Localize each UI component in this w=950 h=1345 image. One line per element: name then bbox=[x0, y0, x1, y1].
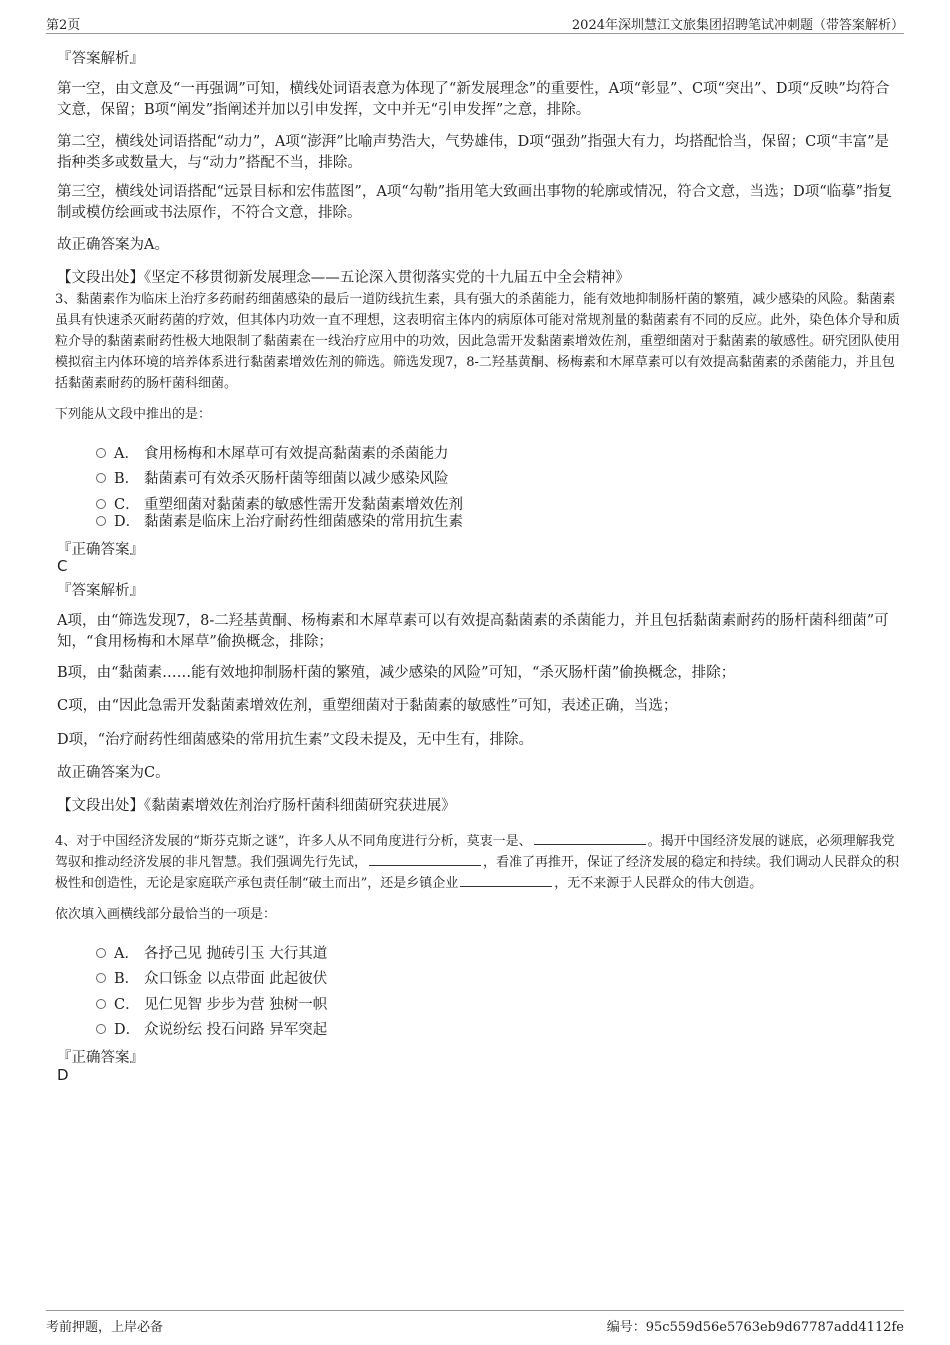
q2-analysis-label: 『答案解析』 bbox=[57, 51, 144, 67]
radio-icon[interactable] bbox=[96, 999, 106, 1009]
option-text: 见仁见智 步步为营 独树一帜 bbox=[144, 997, 328, 1013]
option-letter: D． bbox=[114, 514, 141, 530]
page-number: 第2页 bbox=[46, 18, 81, 33]
option-text: 众口铄金 以点带面 此起彼伏 bbox=[144, 971, 328, 987]
q4-stem-part-2: 。揭开中国经济发展的谜底，必须理解我党驾驭和推动经济发展的非凡智慧。我们强调先行先试， bbox=[55, 834, 895, 870]
radio-icon[interactable] bbox=[96, 1024, 106, 1034]
q3-question: 下列能从文段中推出的是： bbox=[55, 407, 212, 422]
q3-answer-label: 『正确答案』 bbox=[57, 542, 144, 558]
option-text: 食用杨梅和木犀草可有效提高黏菌素的杀菌能力 bbox=[144, 446, 449, 462]
option-letter: B． bbox=[114, 471, 140, 487]
q4-answer-label: 『正确答案』 bbox=[57, 1050, 144, 1066]
page-footer bbox=[46, 1310, 904, 1335]
q3-source: 【文段出处】《黏菌素增效佐剂治疗肠杆菌科细菌研究获进展》 bbox=[57, 798, 456, 814]
option-letter: B． bbox=[114, 971, 140, 987]
q3-analysis-c: C项，由“因此急需开发黏菌素增效佐剂，重塑细菌对于黏菌素的敏感性”可知，表述正确，当选； bbox=[57, 698, 678, 714]
q2-source: 【文段出处】《坚定不移贯彻新发展理念——五论深入贯彻落实党的十九届五中全会精神》 bbox=[57, 270, 630, 286]
option-text: 重塑细菌对黏菌素的敏感性需开发黏菌素增效佐剂 bbox=[144, 497, 463, 513]
q2-analysis-para-3: 第三空，横线处词语搭配“远景目标和宏伟蓝图”，A项“勾勒”指用笔大致画出事物的轮廓或情况，符合文意，当选；D项“临摹”指复制或模仿绘画或书法原作，不符合文意，排除。 bbox=[57, 184, 893, 221]
radio-icon[interactable] bbox=[96, 973, 106, 983]
radio-icon[interactable] bbox=[96, 499, 106, 509]
option-letter: C． bbox=[114, 497, 140, 513]
radio-icon[interactable] bbox=[96, 448, 106, 458]
option-text: 黏菌素可有效杀灭肠杆菌等细菌以减少感染风险 bbox=[144, 471, 449, 487]
q3-stem: 3、黏菌素作为临床上治疗多药耐药细菌感染的最后一道防线抗生素，具有强大的杀菌能力，能有效地抑制肠杆菌的繁殖，减少感染的风险。黏菌素虽具有快速杀灭耐药菌的疗效，但其体内功效一直不理想，这表明宿主体内的病原体可能对常规剂量的黏菌素有不同的反应。此外，染色体介导和质粒介导的黏菌素耐药性极大地限制了黏菌素在一线治疗应用中的功效，因此急需开发黏菌素增效佐剂，重塑细菌对于黏菌素的敏感性。研究团队使用模拟宿主内体环境的培养体系进行黏菌素增效佐剂的筛选。筛选发现7，8-二羟基黄酮、杨梅素和木犀草素可以有效提高黏菌素的杀菌能力，并且包括黏菌素耐药的肠杆菌科细菌。 bbox=[55, 292, 901, 391]
q3-answer: C bbox=[57, 557, 68, 575]
q2-analysis-para-1: 第一空，由文意及“一再强调”可知，横线处词语表意为体现了“新发展理念”的重要性，A项“彰显”、C项“突出”、D项“反映”均符合文意，保留；B项“阐发”指阐述并加以引申发挥，文中并无“引申发挥”之意，排除。 bbox=[57, 81, 890, 118]
q4-question: 依次填入画横线部分最恰当的一项是： bbox=[55, 907, 277, 922]
option-text: 黏菌素是临床上治疗耐药性细菌感染的常用抗生素 bbox=[144, 514, 463, 530]
radio-icon[interactable] bbox=[96, 473, 106, 483]
q4-stem-part-3: ，看准了再推开，保证了经济发展的稳定和持续。我们调动人民群众的积极性和创造性，无论是家庭联产承包责任制“破土而出”，还是乡镇企业 bbox=[55, 855, 900, 891]
radio-icon[interactable] bbox=[96, 516, 106, 526]
q2-conclusion: 故正确答案为A。 bbox=[57, 237, 169, 253]
blank-1 bbox=[534, 832, 646, 845]
q4-stem-part-4: ，无不来源于人民群众的伟大创造。 bbox=[554, 876, 763, 891]
option-text: 众说纷纭 投石问路 异军突起 bbox=[144, 1022, 328, 1038]
q3-analysis-a: A项，由“筛选发现7，8-二羟基黄酮、杨梅素和木犀草素可以有效提高黏菌素的杀菌能力，并且包括黏菌素耐药的肠杆菌科细菌”可知，“食用杨梅和木犀草”偷换概念，排除； bbox=[57, 613, 889, 650]
footer-slogan: 考前押题，上岸必备 bbox=[46, 1320, 164, 1335]
option-letter: D． bbox=[114, 1022, 141, 1038]
document-id: 编号：95c559d56e5763eb9d67787add4112fe bbox=[606, 1320, 904, 1335]
q4-stem bbox=[55, 831, 901, 894]
q3-analysis-d: D项，“治疗耐药性细菌感染的常用抗生素”文段未提及，无中生有，排除。 bbox=[57, 732, 533, 748]
radio-icon[interactable] bbox=[96, 948, 106, 958]
option-text: 各抒己见 抛砖引玉 大行其道 bbox=[144, 946, 328, 962]
document-title: 2024年深圳慧江文旅集团招聘笔试冲刺题（带答案解析） bbox=[571, 18, 904, 33]
q4-stem-part-1: 4、对于中国经济发展的“斯芬克斯之谜”，许多人从不同角度进行分析，莫衷一是、 bbox=[55, 834, 532, 849]
q4-answer: D bbox=[57, 1066, 69, 1084]
blank-3 bbox=[460, 874, 552, 887]
option-letter: A． bbox=[114, 946, 139, 962]
q2-analysis-para-2: 第二空，横线处词语搭配“动力”，A项“澎湃”比喻声势浩大，气势雄伟，D项“强劲”指强大有力，均搭配恰当，保留；C项“丰富”是指种类多或数量大，与“动力”搭配不当，排除。 bbox=[57, 134, 889, 171]
option-letter: A． bbox=[114, 446, 139, 462]
q3-analysis-b: B项，由“黏菌素……能有效地抑制肠杆菌的繁殖，减少感染的风险”可知，“杀灭肠杆菌”偷换概念，排除； bbox=[57, 665, 736, 681]
page-header bbox=[46, 11, 904, 34]
blank-2 bbox=[369, 853, 481, 866]
q3-conclusion: 故正确答案为C。 bbox=[57, 765, 170, 781]
option-letter: C． bbox=[114, 997, 140, 1013]
q3-analysis-label: 『答案解析』 bbox=[57, 583, 144, 599]
